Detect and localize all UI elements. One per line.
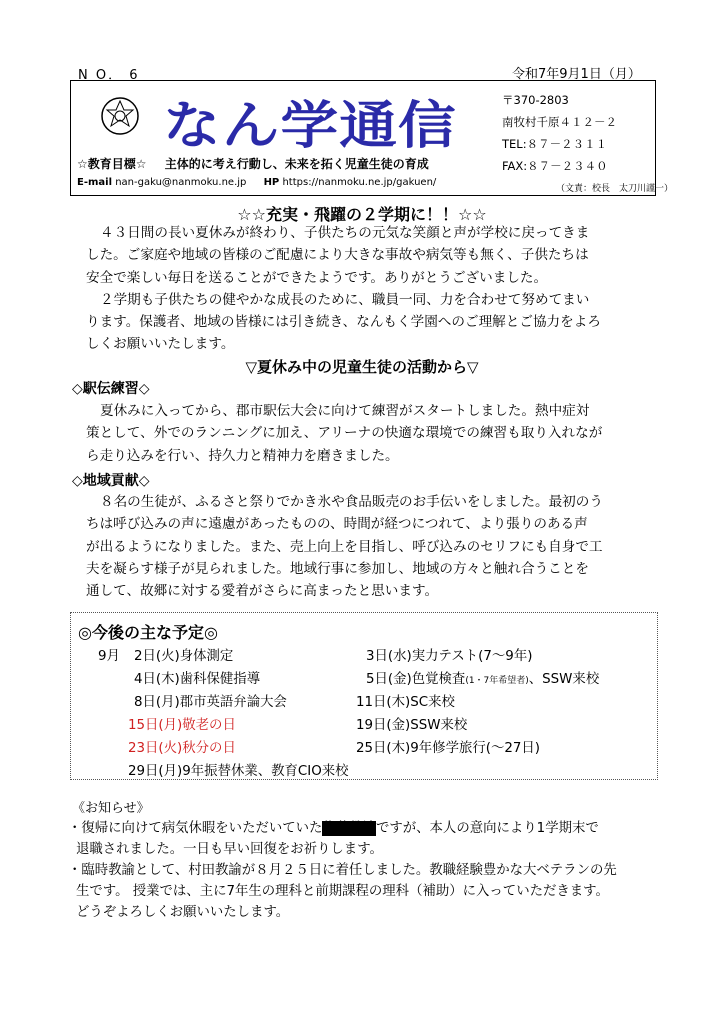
text-line: ら走り込みを行い、持久力と精神力を磨きました。 (86, 447, 399, 464)
schedule-item: 8日(月)郡市英語弁論大会 (134, 695, 287, 710)
schedule-item: 4日(木)歯科保健指導 (134, 672, 261, 687)
schedule-item-note: (1・7年希望者) (465, 676, 529, 686)
schedule-holiday: 23日(火)秋分の日 (128, 741, 236, 756)
schedule-item: 3日(水)実力テスト(7～9年) (366, 649, 533, 664)
phone: TEL:８７－２３１１ (502, 137, 608, 151)
goal-label: ☆教育目標☆ (77, 157, 147, 171)
issue-number: N O． 6 (78, 68, 140, 83)
text-line: ４３日間の長い夏休みが終わり、子供たちの元気な笑顔と声が学校に戻ってきま (100, 225, 590, 241)
activities-heading: ▽夏休み中の児童生徒の活動から▽ (245, 358, 479, 376)
schedule-month: 9月 (98, 649, 120, 664)
notice-retirement (68, 818, 664, 860)
school-emblem-icon (100, 96, 140, 136)
text-line: 安全で楽しい毎日を送ることができたようです。ありがとうございました。 (86, 269, 548, 286)
schedule-item: 19日(金)SSW来校 (356, 718, 468, 733)
notice-text: どうぞよろしくお願いいたします。 (76, 905, 290, 920)
schedule-item-text: 、SSW来校 (528, 672, 600, 687)
schedule-item: 2日(火)身体測定 (134, 649, 234, 664)
text-line: が出るようになりました。また、売上向上を目指し、呼び込みのセリフにも自身で工 (86, 538, 603, 555)
intro-paragraph (86, 222, 664, 356)
text-line: 夏休みに入ってから、郡市駅伝大会に向けて練習がスタートしました。熱中症対 (100, 403, 590, 419)
notice-text: 退職されました。一日も早い回復をお祈りします。 (76, 842, 383, 857)
text-line: しくお願いいたします。 (86, 336, 235, 353)
schedule-item: 11日(木)SC来校 (356, 695, 455, 710)
postal-code: 〒370-2803 (502, 93, 569, 107)
ekiden-paragraph (86, 400, 664, 467)
schedule-item: 29日(月)9年振替休業、教育CIO来校 (128, 764, 349, 779)
redacted-name: 佐藤教諭 (322, 821, 376, 836)
schedule-title: ◎今後の主な予定◎ (78, 623, 218, 642)
email-link[interactable]: nan-gaku@nanmoku.ne.jp (115, 177, 247, 188)
email-label: E-mail (77, 177, 113, 188)
ekiden-title: ◇駅伝練習◇ (72, 381, 150, 397)
text-line: ります。保護者、地域の皆様には引き続き、なんもく学園へのご理解とご協力をよろ (86, 314, 601, 331)
notice-new-teacher (68, 860, 664, 923)
text-line: 夫を凝らす様子が見られました。地域行事に参加し、地域の方々と触れ合うことを (86, 560, 589, 577)
notice-text: 生です。 授業では、主に7年生の理科と前期課程の理科（補助）に入っていただきます。 (76, 884, 609, 899)
community-title: ◇地域貢献◇ (72, 473, 150, 489)
notice-title: 《お知らせ》 (72, 801, 150, 816)
community-paragraph (86, 491, 664, 602)
schedule-item-text: 5日(金)色覚検査 (366, 672, 466, 687)
schedule-item (366, 668, 599, 687)
issue-date: 令和7年9月1日（月） (512, 67, 641, 82)
hp-label: HP (263, 177, 280, 188)
text-line: ２学期も子供たちの健やかな成長のために、職員一同、力を合わせて努めてまい (100, 291, 590, 308)
text-line: ちは呼び込みの声に遠慮があったものの、時間が経つにつれて、より張りのある声 (86, 516, 588, 533)
author-credit: （文責：校長 太刀川謹一） (556, 184, 674, 194)
text-line: した。ご家庭や地域の皆様のご配慮により大きな事故や病気等も無く、子供たちは (86, 247, 589, 264)
newsletter-title: なん学通信 (163, 97, 457, 156)
text-line: ８名の生徒が、ふるさと祭りでかき氷や食品販売のお手伝いをしました。最初のう (100, 494, 603, 510)
schedule-holiday: 15日(月)敬老の日 (128, 718, 236, 733)
education-goal (77, 155, 429, 172)
notice-text: ・臨時教諭として、村田教諭が８月２５日に着任しました。教職経験豊かな大ベテランの先 (68, 863, 617, 878)
text-line: 通して、故郷に対する愛着がさらに高まったと思います。 (86, 583, 439, 600)
schedule-item: 25日(木)9年修学旅行(～27日) (356, 741, 541, 756)
main-heading: ☆☆充実・飛躍の２学期に！！☆☆ (237, 205, 487, 224)
address: 南牧村千原４１２－２ (502, 115, 617, 129)
text-line: 策として、外でのランニングに加え、アリーナの快適な環境での練習も取り入れなが (86, 425, 603, 442)
homepage-link[interactable]: https://nanmoku.ne.jp/gakuen/ (282, 177, 437, 188)
goal-text: 主体的に考え行動し、未来を拓く児童生徒の育成 (164, 157, 429, 171)
fax: FAX:８７－２３４０ (502, 159, 608, 173)
notice-text: ですが、本人の意向により1学期末で (375, 821, 599, 836)
contact-line (77, 177, 436, 188)
notice-text: ・復帰に向けて病気休暇をいただいていた (68, 821, 323, 836)
